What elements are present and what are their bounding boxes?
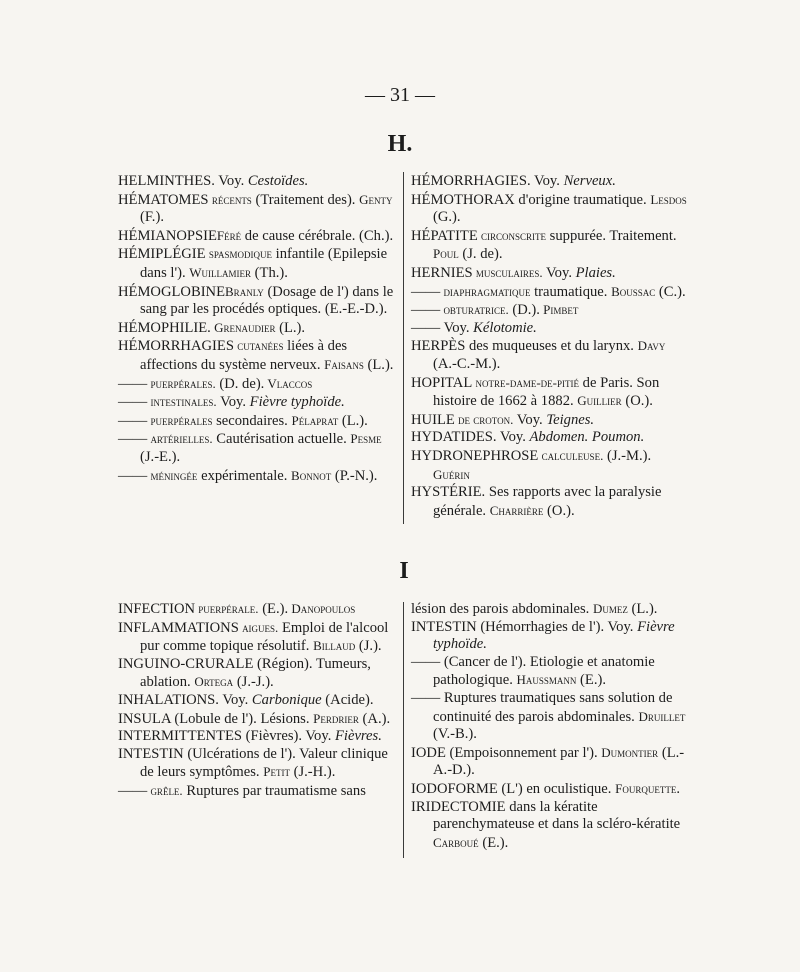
entry-it: Cestoïdes. [247,173,309,189]
entry-rest2: (G.). [433,209,461,226]
entry-head: —— [411,283,441,300]
entry-rest2: (L.). [627,601,658,617]
entry-rest: traumatique. [530,283,612,300]
entry-sc2: Wuillamier [189,264,252,280]
entry-rest: Voy. [440,319,474,336]
entry-rest: (Hémorrhagies de l'). Voy. [476,618,638,635]
entry-head: —— [411,689,441,706]
entry-head: HYSTÉRIE. [411,484,486,501]
entry-sc: circonscrite [477,227,547,243]
entry-it: Teignes. [546,411,595,428]
entry-head: HÉMIPLÉGIE [118,246,206,263]
index-entry [118,430,400,466]
entry-sc2: Pimbet [539,302,579,318]
index-entry [411,619,687,654]
entry-sc: Féré [216,227,242,243]
entry-rest2: (O.). [543,502,575,519]
entry-head: HÉMORRHAGIES. [411,173,531,189]
entry-head: IODE [411,744,446,761]
entry-rest: (Traitement des). [251,191,360,208]
entry-rest: (Lobule de l'). Lésions. [170,710,314,727]
entry-rest2: (L.). [338,412,368,429]
entry-head: HÉMORRHAGIES [118,338,234,355]
entry-sc: grêle. [147,782,183,798]
entry-sc2: Boussac [611,283,656,299]
index-entry [118,412,400,431]
entry-head: INTERMITTENTES [118,728,243,745]
entry-rest: infantile (Epilepsie dans l'). [140,246,388,281]
entry-rest: Voy. [214,173,248,189]
entry-rest: Emploi de l'alcool pur comme topique résolutif. [140,619,389,655]
entry-sc2: Carboué [433,834,479,850]
entry-rest: expérimentale. [197,467,292,484]
entry-rest2: (V.-B.). [433,726,477,743]
entry-rest2: (J.). [355,638,382,655]
index-entry [411,320,687,338]
entry-rest: (Fièvres). Voy. [242,728,335,745]
entry-rest: Voy. [216,394,250,411]
entry-rest: (D.). [508,302,540,319]
index-entry [118,319,400,338]
entry-head: —— [118,375,148,392]
entry-sc2: Haussmann [516,672,577,688]
entry-sc: puerpérales. [147,375,216,391]
entry-rest2: (J.-E.). [140,448,181,465]
entry-sc2: Genty [359,191,393,207]
column-i-left [118,600,400,801]
entry-sc2: Danopoulos [288,601,356,616]
entry-it: Nerveux. [563,173,616,189]
entry-head: HUILE [411,411,455,428]
index-entry [411,264,687,283]
index-entry [118,728,400,746]
index-entry [118,393,400,412]
entry-sc2: Pélaprat [291,412,339,428]
entry-sc2: Petit [263,764,290,780]
entry-it: Carbonique [251,691,322,708]
entry-rest: Voy. [542,264,576,281]
entry-rest: Ruptures par traumatisme sans [182,782,366,799]
entry-rest: Ruptures traumatiques sans solution de continuité des parois abdominales. [433,689,673,725]
entry-rest: secondaires. [212,412,292,429]
index-entry [118,173,400,191]
entry-sc2: Bonnot [291,467,332,483]
entry-sc2: Poul [433,246,459,262]
entry-rest: d'origine traumatique. [514,191,651,208]
index-entry [118,782,400,801]
entry-rest2: (E.). [478,834,509,851]
entry-rest: (J.-M.). [603,447,652,464]
index-entry [411,484,687,520]
index-entry [411,301,687,320]
entry-head: —— [118,782,148,799]
entry-head: HOPITAL [411,374,473,391]
entry-rest: (Ulcérations de l'). Valeur clinique de leurs symptômes. [140,745,388,781]
entry-head: IRIDECTOMIE [411,798,506,815]
index-entry [118,227,400,246]
entry-sc: intestinales. [147,394,217,410]
entry-rest2: (L.). [363,356,394,373]
index-entry [118,467,400,486]
index-entry [411,654,687,690]
entry-head: INSULA [118,710,171,727]
column-divider [403,602,404,858]
index-entry [411,600,687,619]
entry-sc2: Billaud [313,638,356,654]
entry-sc2: Dumontier [601,744,659,760]
index-entry [118,191,400,227]
entry-sc: aigues. [238,619,279,635]
index-entry [411,374,687,411]
entry-head: —— [411,653,441,670]
entry-it: Fièvre typhoïde. [249,394,345,411]
column-divider [403,172,404,524]
entry-rest: (Empoisonnement par l'). [445,744,602,761]
entry-head: HÉMOPHILIE. [118,319,211,336]
index-entry [411,173,687,191]
entry-sc2: Guillier [577,393,622,409]
entry-rest: de Paris. Son histoire de 1662 à 1882. [433,374,660,410]
entry-sc: musculaires. [472,264,543,280]
entry-head: HYDRONEPHROSE [411,447,539,464]
entry-head: INTESTIN [118,745,184,762]
index-entry [411,690,687,744]
entry-rest: de cause cérébrale. [241,227,360,244]
entry-rest: (Région). Tumeurs, ablation. [140,655,371,691]
entry-head: HERPÈS [411,338,466,355]
index-entry [118,245,400,282]
entry-sc: obturatrice. [440,302,509,318]
entry-it: Abdomen. Poumon. [529,429,645,446]
index-entry [411,337,687,373]
entry-rest2: (E.). [576,672,606,689]
entry-head: HÉPATITE [411,227,478,244]
entry-rest: Voy. [513,411,547,428]
entry-head: HÉMOGLOBINE [118,283,226,300]
index-entry [411,780,687,799]
index-entry [411,283,687,302]
entry-head: —— [118,467,148,484]
entry-it: Kélotomie. [473,319,537,336]
index-entry [118,746,400,782]
entry-rest: (L.). [275,319,306,336]
entry-rest2: (O.). [621,393,653,410]
index-entry [411,191,687,227]
entry-sc2: Lesdos [650,191,687,207]
entry-sc2: Davy [637,338,666,354]
section-letter-h: H. [387,131,413,157]
entry-rest2: (J.-J.). [233,674,274,691]
index-entry [118,337,400,374]
entry-sc: artérielles. [147,431,213,447]
entry-rest: liées à des affections du système nerveux. [140,338,348,373]
entry-sc2: Ortega [194,674,234,690]
entry-head: INGUINO-CRURALE [118,655,254,672]
entry-sc: diaphragmatique [440,283,531,299]
index-entry [411,429,687,447]
index-entry [411,447,687,484]
entry-rest2: (Ch.). [359,227,394,244]
entry-sc: puerpérales [147,412,213,428]
column-h-left [118,173,400,485]
entry-sc2: Dumez [592,601,628,616]
entry-rest2: (E.-E.-D.). [324,301,388,318]
index-entry [118,710,400,729]
entry-head: HÉMOTHORAX [411,191,515,208]
entry-rest2: (Th.). [251,264,288,281]
column-h-right [411,173,687,520]
entry-rest2: (P.-N.). [331,467,378,484]
entry-sc2: Guérin [433,466,470,482]
entry-head: —— [411,319,441,336]
index-entry [411,227,687,264]
entry-sc: méningée [147,467,198,483]
entry-rest: (Cancer de l'). Etiologie et anatomie pathologique. [433,653,655,689]
entry-rest2: (F.). [140,209,164,226]
entry-sc2: Fourquette [615,780,677,796]
entry-rest: dans la kératite parenchymateuse et dans la scléro-kératite [433,798,681,833]
index-entry [118,656,400,692]
index-entry [411,799,687,853]
entry-sc2: Druillet [638,708,686,724]
index-entry [118,375,400,394]
entry-rest: (Dosage de l') dans le sang par les procédés optiques. [140,283,394,318]
entry-sc: de croton. [454,411,514,427]
entry-head: IODOFORME [411,780,498,797]
entry-head: —— [118,394,148,411]
entry-head: HÉMIANOPSIE [118,227,217,244]
entry-head: INHALATIONS. [118,691,219,708]
index-entry [118,619,400,656]
entry-rest2: (Acide). [321,691,374,708]
entry-rest2: (L.-A.-D.). [433,744,685,779]
entry-rest2: (J. de). [458,246,503,263]
entry-head: INFECTION [118,601,196,617]
index-entry [411,744,687,780]
entry-rest2: (A.). [358,710,391,727]
entry-sc2: Faisans [324,356,364,372]
entry-it: Fièvres. [335,728,382,745]
entry-rest: des muqueuses et du larynx. [465,338,638,355]
index-entry [118,692,400,710]
index-entry [411,411,687,430]
entry-head: HÉMATOMES [118,191,209,208]
entry-head: HELMINTHES. [118,173,215,189]
entry-rest: suppurée. Traitement. [546,227,677,244]
entry-it: Plaies. [575,264,616,281]
entry-head: HYDATIDES. [411,429,497,446]
entry-rest: (E.). [258,601,289,617]
column-i-right [411,600,687,852]
entry-rest2: (C.). [655,283,686,300]
entry-head: —— [411,302,441,319]
entry-sc: notre-dame-de-pitié [472,374,579,390]
entry-rest2: (A.-C.-M.). [433,355,501,372]
entry-head: —— [118,431,148,448]
entry-sc: récents [208,191,252,207]
entry-sc2: Pesme [350,431,382,447]
entry-sc: calculeuse. [538,447,604,463]
entry-sc2: Perdrier [313,710,359,726]
entry-head: —— [118,412,148,429]
entry-sc: Grenaudier [210,319,276,335]
entry-rest: Cautérisation actuelle. [212,431,351,448]
entry-rest: Ses rapports avec la paralysie générale. [433,484,662,519]
entry-sc2: Vlaccos [264,375,313,391]
entry-rest: (D. de). [215,375,265,392]
entry-sc: puerpérale. [195,601,259,616]
entry-sc: cutanées [233,338,284,354]
entry-sc: spasmodique [205,246,272,262]
entry-rest2: . [676,780,680,797]
entry-sc: Branly [225,283,264,299]
entry-sc2: Charrière [489,502,544,518]
index-entry [118,600,400,619]
entry-rest: Voy. [218,691,252,708]
entry-head: INTESTIN [411,618,477,635]
page-number: — 31 — [365,84,435,106]
entry-head: HERNIES [411,264,473,281]
entry-rest: (L') en oculistique. [497,780,616,797]
entry-head: INFLAMMATIONS [118,619,239,636]
entry-rest: Voy. [530,173,564,189]
entry-rest2: (J.-H.). [289,764,336,781]
entry-rest: Voy. [496,429,530,446]
entry-rest: lésion des parois abdominales. [411,601,593,617]
entry-it: Fièvre typhoïde. [433,618,675,653]
section-letter-i: I [399,558,409,584]
index-entry [118,283,400,319]
